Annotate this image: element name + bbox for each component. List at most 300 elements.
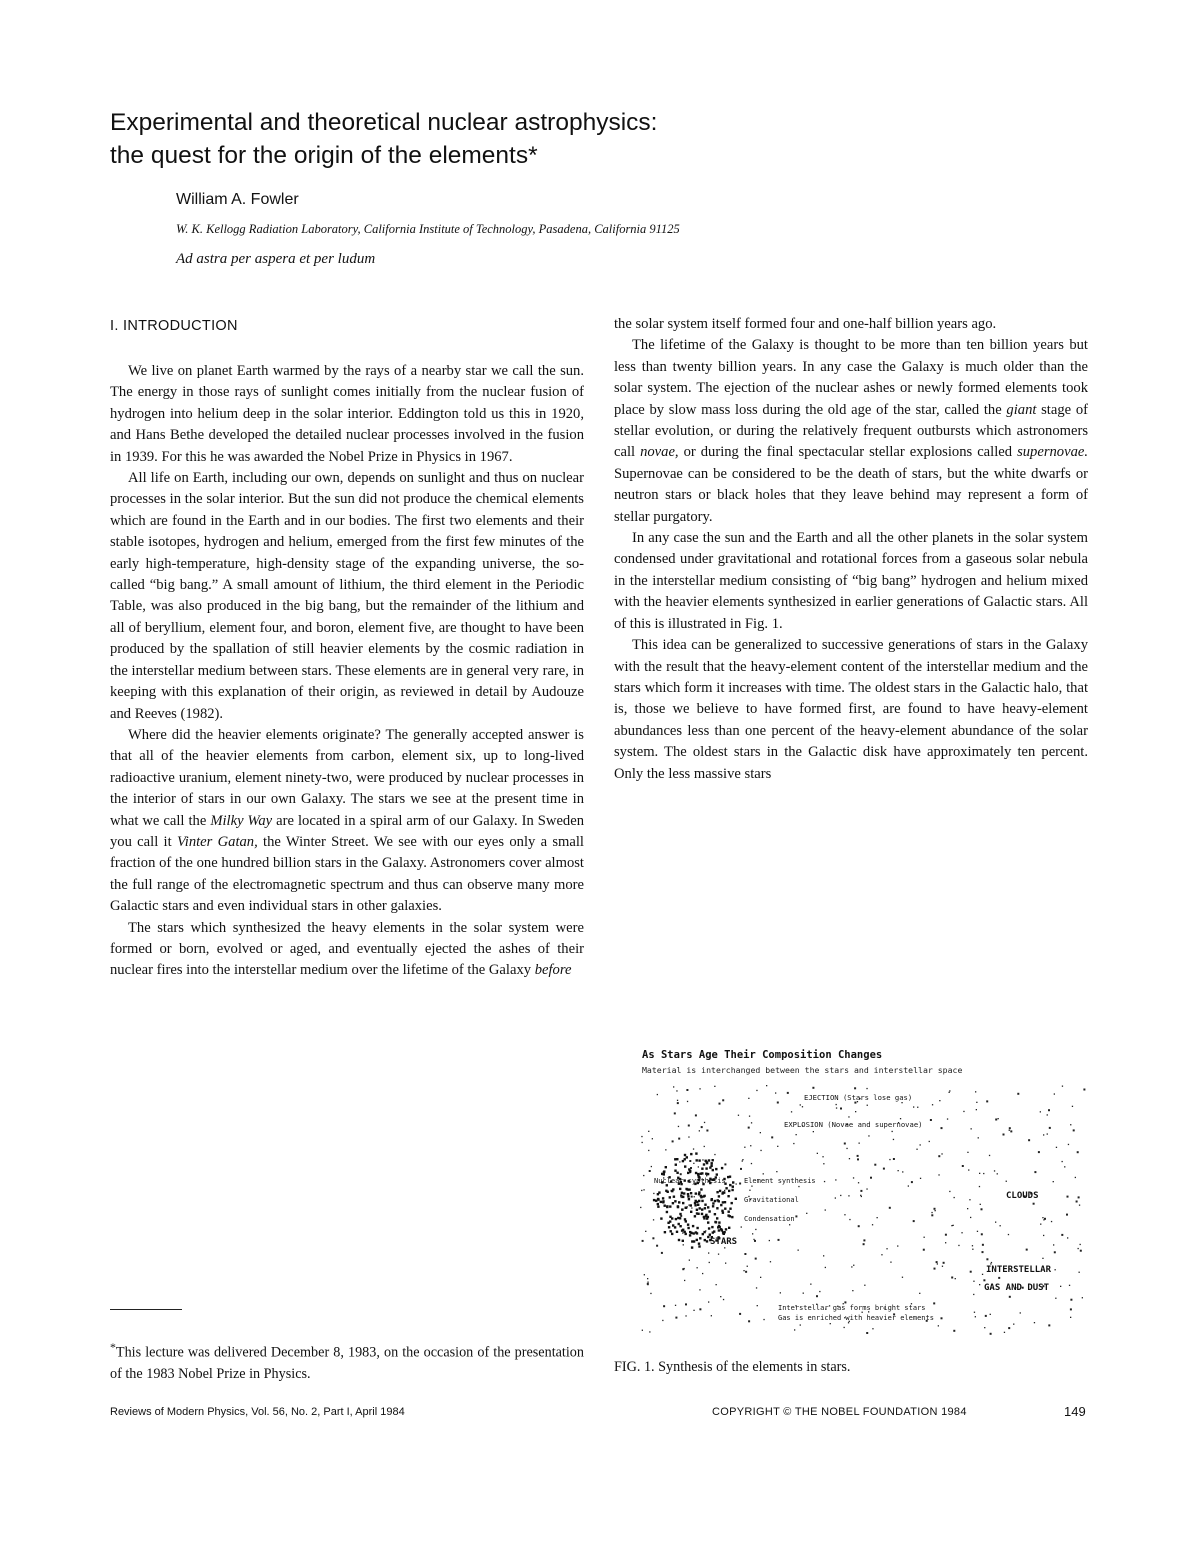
star-dot [751, 1122, 752, 1123]
star-cluster-dot [669, 1205, 671, 1207]
star-cluster-dot [693, 1240, 695, 1242]
star-dot [802, 1106, 803, 1107]
star-dot [990, 1314, 991, 1315]
star-dot [699, 1088, 700, 1089]
star-cluster-dot [718, 1221, 720, 1223]
star-dot [691, 1207, 692, 1208]
star-cluster-dot [716, 1217, 718, 1219]
star-dot [969, 1199, 970, 1200]
star-dot [1028, 1139, 1030, 1141]
star-dot [973, 1294, 974, 1295]
stars-cluster [653, 1152, 737, 1248]
star-cluster-dot [674, 1200, 676, 1202]
star-cluster-dot [723, 1231, 725, 1233]
star-dot [979, 1173, 980, 1174]
star-dot [853, 1265, 854, 1266]
star-cluster-dot [718, 1229, 720, 1231]
star-dot [840, 1108, 842, 1110]
star-cluster-dot [660, 1201, 662, 1203]
star-dot [748, 1320, 750, 1322]
star-cluster-dot [701, 1200, 703, 1202]
star-cluster-dot [732, 1186, 734, 1188]
star-dot [971, 1128, 972, 1129]
star-dot [934, 1268, 936, 1270]
star-cluster-dot [678, 1239, 680, 1241]
paragraph: The stars which synthesized the heavy elements in the solar system were formed or born, evolved or aged, and eventually ejected the ashes of their nuclear fires into the interstellar medium over the lifetime of the Galaxy before [110, 919, 584, 979]
star-dot [1047, 1133, 1048, 1134]
star-cluster-dot [697, 1173, 699, 1175]
star-dot [941, 1153, 942, 1154]
star-dot [754, 1240, 756, 1242]
star-dot [1067, 1196, 1069, 1198]
star-dot [1008, 1327, 1010, 1329]
star-cluster-dot [731, 1189, 733, 1191]
star-dot [748, 1098, 749, 1099]
title-line-1: Experimental and theoretical nuclear astrophysics: [110, 109, 658, 136]
star-dot [793, 1143, 794, 1144]
star-cluster-dot [695, 1152, 697, 1154]
star-dot [644, 1274, 645, 1275]
star-dot [694, 1196, 695, 1197]
star-dot [1048, 1324, 1050, 1326]
star-dot [800, 1324, 801, 1325]
paragraph: In any case the sun and the Earth and all the other planets in the solar system condensed under gravitational and rotational forces from a gaseous solar nebula in the interstellar medium consisting of “big bang” hydrogen and helium mixed with the heavier elements synthesized in earlier generations of Galactic stars. All of this is illustrated in Fig. 1. [614, 530, 1088, 632]
footnote-marker: * [110, 1340, 116, 1354]
star-dot [941, 1317, 943, 1319]
star-dot [661, 1252, 663, 1254]
star-dot [938, 1155, 940, 1157]
star-dot [860, 1190, 862, 1192]
star-dot [908, 1185, 909, 1186]
figure-1 [636, 1040, 1088, 1340]
star-dot [775, 1092, 776, 1093]
star-dot [757, 1305, 758, 1306]
star-dot [650, 1293, 651, 1294]
star-dot [972, 1249, 973, 1250]
star-dot [687, 1101, 688, 1102]
footnote-rule [110, 1309, 182, 1310]
star-dot [963, 1111, 964, 1112]
star-dot [1043, 1134, 1044, 1135]
star-cluster-dot [717, 1226, 719, 1228]
emphasis-milky-way: Milky Way [210, 812, 273, 829]
star-dot [744, 1147, 745, 1148]
star-dot [991, 1262, 992, 1263]
star-dot [704, 1122, 705, 1123]
star-dot [679, 1161, 680, 1162]
star-cluster-dot [723, 1191, 725, 1193]
star-dot [674, 1112, 676, 1114]
star-cluster-dot [653, 1199, 655, 1201]
star-cluster-dot [705, 1161, 707, 1163]
star-cluster-dot [694, 1215, 696, 1217]
star-dot [756, 1287, 757, 1288]
star-dot [643, 1189, 644, 1190]
star-dot [997, 1173, 998, 1174]
star-cluster-dot [716, 1207, 718, 1209]
star-dot [982, 1244, 984, 1246]
star-cluster-dot [699, 1207, 701, 1209]
star-dot [760, 1277, 761, 1278]
figure-label-nuclear-synthesis: Nuclear synthesis [654, 1177, 726, 1185]
star-dot [1078, 1196, 1080, 1198]
star-dot [720, 1296, 721, 1297]
figure-label-interstellar-2: GAS AND DUST [984, 1283, 1050, 1293]
star-cluster-dot [716, 1191, 718, 1193]
figure-label-interstellar-1: INTERSTELLAR [986, 1265, 1052, 1275]
star-dot [825, 1267, 826, 1268]
star-dot [776, 1171, 777, 1172]
star-cluster-dot [719, 1190, 721, 1192]
star-cluster-dot [696, 1159, 698, 1161]
paragraph: This idea can be generalized to successive generations of stars in the Galaxy with the result that the heavy-element content of the interstellar medium and the stars which form it increases with time. The oldest stars in the Galactic halo, that is, those we believe to have formed first, are found to have heavy-element abundances less than one percent of the heavy-element abundance of the solar system. The oldest stars in the Galactic disk have approximately ten percent. Only the less massive stars [614, 637, 1088, 782]
star-cluster-dot [671, 1217, 673, 1219]
star-dot [656, 1245, 658, 1247]
star-dot [1026, 1249, 1028, 1251]
emphasis-novae: novae, [640, 444, 679, 461]
star-dot [748, 1127, 750, 1129]
star-cluster-dot [662, 1197, 664, 1199]
star-cluster-dot [685, 1233, 687, 1235]
star-dot [930, 1119, 932, 1121]
star-cluster-dot [682, 1240, 684, 1242]
star-dot [699, 1289, 700, 1290]
star-cluster-dot [717, 1199, 719, 1201]
star-dot [1008, 1234, 1009, 1235]
star-dot [1055, 1298, 1056, 1299]
star-dot [642, 1240, 644, 1242]
star-dot [844, 1143, 846, 1145]
star-cluster-dot [708, 1159, 710, 1161]
star-dot [698, 1166, 699, 1167]
paragraph: All life on Earth, including our own, depends on sunlight and thus on nuclear processes in the solar interior. But the sun did not produce the chemical elements which are found in the Earth and in our bodies. The first two elements and their stable isotopes, hydrogen and helium, emerged from the first few minutes of the early high-temperature, high-density stage of the expanding universe, the so-called “big bang.” A small amount of lithium, the third element in the Periodic Table, was also produced in the big bang, but the remainder of the lithium and all of beryllium, element four, and boron, element five, are thought to have been produced by the spallation of still heavier elements by the cosmic radiation in the interstellar medium between stars. These elements are in general very rare, in keeping with this explanation of their origin, as reviewed in detail by Audouze and Reeves (1982). [110, 470, 584, 722]
emphasis-before: before [534, 962, 572, 979]
star-cluster-dot [698, 1159, 700, 1161]
star-dot [949, 1090, 950, 1091]
star-cluster-dot [696, 1212, 698, 1214]
star-cluster-dot [695, 1192, 697, 1194]
star-dot [977, 1231, 978, 1232]
emphasis-supernovae: supernovae. [1017, 444, 1088, 461]
star-dot [981, 1233, 983, 1235]
star-cluster-dot [677, 1206, 679, 1208]
star-cluster-dot [693, 1232, 695, 1234]
star-dot [1048, 1109, 1050, 1111]
star-dot [652, 1237, 654, 1239]
star-cluster-dot [696, 1232, 698, 1234]
star-dot [653, 1193, 654, 1194]
star-cluster-dot [704, 1204, 706, 1206]
star-dot [998, 1277, 1000, 1279]
star-dot [794, 1329, 795, 1330]
star-dot [864, 1285, 865, 1286]
star-dot [881, 1254, 882, 1255]
star-cluster-dot [715, 1168, 717, 1170]
copyright-notice: COPYRIGHT © THE NOBEL FOUNDATION 1984 [712, 1406, 967, 1418]
star-dot [986, 1258, 988, 1260]
star-dot [986, 1100, 988, 1102]
star-cluster-dot [674, 1226, 676, 1228]
star-dot [1061, 1234, 1063, 1236]
star-dot [990, 1333, 992, 1335]
star-dot [976, 1102, 977, 1103]
star-dot [857, 1155, 859, 1157]
star-dot [675, 1305, 676, 1306]
star-cluster-dot [657, 1203, 659, 1205]
figure-label-explosion: EXPLOSION (Novae and supernovae) [784, 1120, 923, 1129]
star-cluster-dot [679, 1213, 681, 1215]
star-dot [711, 1315, 712, 1316]
star-cluster-dot [658, 1191, 660, 1193]
star-cluster-dot [684, 1158, 686, 1160]
star-dot [866, 1332, 868, 1334]
star-dot [1070, 1308, 1072, 1310]
star-cluster-dot [711, 1198, 713, 1200]
star-cluster-dot [715, 1221, 717, 1223]
star-cluster-dot [685, 1207, 687, 1209]
figure-label-element-synthesis: Element synthesis [744, 1177, 816, 1185]
star-cluster-dot [698, 1200, 700, 1202]
star-dot [798, 1250, 799, 1251]
star-cluster-dot [681, 1192, 683, 1194]
star-cluster-dot [714, 1200, 716, 1202]
star-cluster-dot [669, 1196, 671, 1198]
star-dot [995, 1119, 997, 1121]
star-dot [1054, 1251, 1056, 1253]
star-dot [678, 1126, 679, 1127]
star-dot [1054, 1093, 1055, 1094]
star-dot [1067, 1237, 1068, 1238]
star-dot [979, 1186, 980, 1187]
star-cluster-dot [700, 1195, 702, 1197]
star-dot [645, 1231, 646, 1232]
star-cluster-dot [657, 1206, 659, 1208]
star-dot [958, 1245, 959, 1246]
running-footer-journal: Reviews of Modern Physics, Vol. 56, No. 2, Part I, April 1984 [110, 1406, 405, 1418]
star-dot [984, 1327, 985, 1328]
star-dot [1069, 1285, 1070, 1286]
star-cluster-dot [689, 1234, 691, 1236]
star-dot [642, 1330, 643, 1331]
star-cluster-dot [670, 1230, 672, 1232]
star-dot [1006, 1181, 1007, 1182]
star-dot [796, 1134, 797, 1135]
star-dot [742, 1160, 743, 1161]
star-dot [1079, 1205, 1080, 1206]
star-dot [752, 1233, 753, 1234]
star-dot [763, 1173, 764, 1174]
figure-illustration [636, 1040, 1088, 1340]
star-cluster-dot [703, 1217, 705, 1219]
star-dot [685, 1315, 686, 1316]
star-dot [657, 1094, 658, 1095]
star-dot [858, 1225, 860, 1227]
paragraph: The lifetime of the Galaxy is thought to be more than ten billion years but less than twenty billion years. In any case the Galaxy is much older than the solar system. The ejection of the nuclear ashes or newly formed elements took place by slow mass loss during the old age of the star, called the giant stage of stellar evolution, or during the relatively frequent outbursts which astronomers call novae, or during the final spectacular stellar explosions called supernovae. Supernovae can be considered to be the death of stars, but the white dwarfs or neutron stars or black holes that they leave behind may represent a form of stellar purgatory. [614, 337, 1088, 525]
star-dot [872, 1328, 873, 1329]
star-dot [1080, 1250, 1082, 1252]
star-dot [691, 1196, 693, 1198]
star-dot [866, 1188, 867, 1189]
star-dot [872, 1224, 873, 1225]
paragraph: We live on planet Earth warmed by the rays of a nearby star we call the sun. The energy in those rays of sunlight comes initially from the nuclear fusion of hydrogen into helium deep in the solar interior. Eddington told us this in 1920, and Hans Bethe developed the detailed nuclear processes involved in the fusion in 1939. For this he was awarded the Nobel Prize in Physics in 1967. [110, 363, 584, 465]
star-dot [643, 1175, 644, 1176]
star-dot [962, 1165, 964, 1167]
star-dot [953, 1330, 955, 1332]
star-dot [787, 1092, 789, 1094]
star-dot [699, 1130, 700, 1131]
star-dot [1053, 1181, 1054, 1182]
star-dot [980, 1204, 981, 1205]
star-dot [844, 1327, 845, 1328]
star-dot [931, 1212, 932, 1213]
star-dot [855, 1111, 856, 1112]
star-cluster-dot [701, 1208, 703, 1210]
star-dot [830, 1323, 831, 1324]
star-cluster-dot [690, 1192, 692, 1194]
star-dot [738, 1115, 739, 1116]
star-cluster-dot [690, 1153, 692, 1155]
star-cluster-dot [722, 1212, 724, 1214]
star-dot [866, 1088, 867, 1089]
star-cluster-dot [707, 1221, 709, 1223]
star-dot [1068, 1144, 1069, 1145]
star-dot [749, 1190, 750, 1191]
star-dot [749, 1116, 750, 1117]
star-dot [823, 1163, 824, 1164]
star-dot [954, 1197, 955, 1198]
star-dot [835, 1197, 836, 1198]
star-dot [684, 1268, 685, 1269]
star-dot [1033, 1203, 1035, 1205]
star-cluster-dot [667, 1222, 669, 1224]
star-cluster-dot [712, 1169, 714, 1171]
star-dot [1070, 1317, 1071, 1318]
star-dot [780, 1292, 781, 1293]
star-dot [803, 1293, 804, 1294]
star-dot [770, 1261, 771, 1262]
star-dot [1055, 1269, 1056, 1270]
star-dot [1034, 1322, 1035, 1323]
star-dot [1020, 1312, 1021, 1313]
star-dot [951, 1225, 952, 1226]
star-dot [823, 1255, 824, 1256]
star-cluster-dot [678, 1223, 680, 1225]
star-dot [849, 1219, 850, 1220]
star-dot [699, 1308, 701, 1310]
star-cluster-dot [675, 1218, 677, 1220]
star-dot [689, 1260, 690, 1261]
star-dot [649, 1331, 650, 1332]
star-dot [743, 1270, 744, 1271]
star-dot [641, 1136, 642, 1137]
star-dot [693, 1148, 694, 1149]
section-heading-introduction: I. INTRODUCTION [110, 318, 238, 334]
star-dot [938, 1174, 939, 1175]
star-dot [724, 1190, 725, 1191]
star-dot [949, 1092, 950, 1093]
star-dot [836, 1104, 837, 1105]
star-dot [685, 1303, 687, 1305]
star-dot [1000, 1225, 1001, 1226]
star-dot [859, 1143, 860, 1144]
figure-label-bottom-2: Gas is enriched with heavier elements [778, 1314, 934, 1322]
star-cluster-dot [725, 1228, 727, 1230]
star-dot [867, 1105, 868, 1106]
star-cluster-dot [699, 1237, 701, 1239]
star-cluster-dot [728, 1227, 730, 1229]
footnote [110, 1337, 584, 1385]
star-dot [961, 1232, 962, 1233]
star-cluster-dot [727, 1195, 729, 1197]
star-dot [893, 1139, 894, 1140]
star-cluster-dot [712, 1205, 714, 1207]
star-dot [863, 1239, 865, 1241]
star-dot [1043, 1235, 1044, 1236]
star-cluster-dot [701, 1172, 703, 1174]
star-dot [1070, 1299, 1072, 1301]
star-dot [874, 1164, 876, 1166]
star-dot [702, 1273, 703, 1274]
star-dot [647, 1278, 648, 1279]
star-dot [901, 1102, 902, 1103]
star-dot [714, 1086, 715, 1087]
star-dot [1009, 1296, 1011, 1298]
star-cluster-dot [688, 1198, 690, 1200]
star-dot [763, 1319, 764, 1320]
star-cluster-dot [731, 1202, 733, 1204]
star-cluster-dot [728, 1211, 730, 1213]
star-cluster-dot [660, 1217, 662, 1219]
star-cluster-dot [679, 1188, 681, 1190]
star-cluster-dot [674, 1170, 676, 1172]
star-cluster-dot [735, 1198, 737, 1200]
star-dot [760, 1150, 761, 1151]
star-dot [883, 1168, 885, 1170]
star-dot [978, 1137, 979, 1138]
star-cluster-dot [677, 1217, 679, 1219]
star-dot [913, 1220, 915, 1222]
star-dot [853, 1177, 854, 1178]
figure-label-stars: STARS [710, 1237, 738, 1247]
star-cluster-dot [687, 1224, 689, 1226]
star-dot [935, 1210, 936, 1211]
star-cluster-dot [725, 1187, 727, 1189]
star-cluster-dot [687, 1227, 689, 1229]
star-dot [981, 1208, 983, 1210]
star-dot [744, 1253, 746, 1255]
star-cluster-dot [684, 1154, 686, 1156]
star-dot [985, 1315, 987, 1317]
star-dot [800, 1104, 801, 1105]
star-dot [652, 1138, 653, 1139]
star-dot [688, 1136, 689, 1137]
star-dot [755, 1229, 756, 1230]
star-dot [641, 1190, 642, 1191]
star-cluster-dot [707, 1206, 709, 1208]
motto: Ad astra per aspera et per ludum [176, 251, 376, 267]
star-cluster-dot [712, 1159, 714, 1161]
star-dot [861, 1196, 862, 1197]
star-dot [760, 1132, 761, 1133]
title-line-2: the quest for the origin of the elements* [110, 142, 538, 169]
star-dot [686, 1089, 688, 1091]
star-dot [1066, 1214, 1068, 1216]
star-dot [1009, 1127, 1011, 1129]
star-dot [1034, 1171, 1036, 1173]
star-cluster-dot [731, 1216, 733, 1218]
star-dot [682, 1232, 683, 1233]
star-cluster-dot [721, 1229, 723, 1231]
